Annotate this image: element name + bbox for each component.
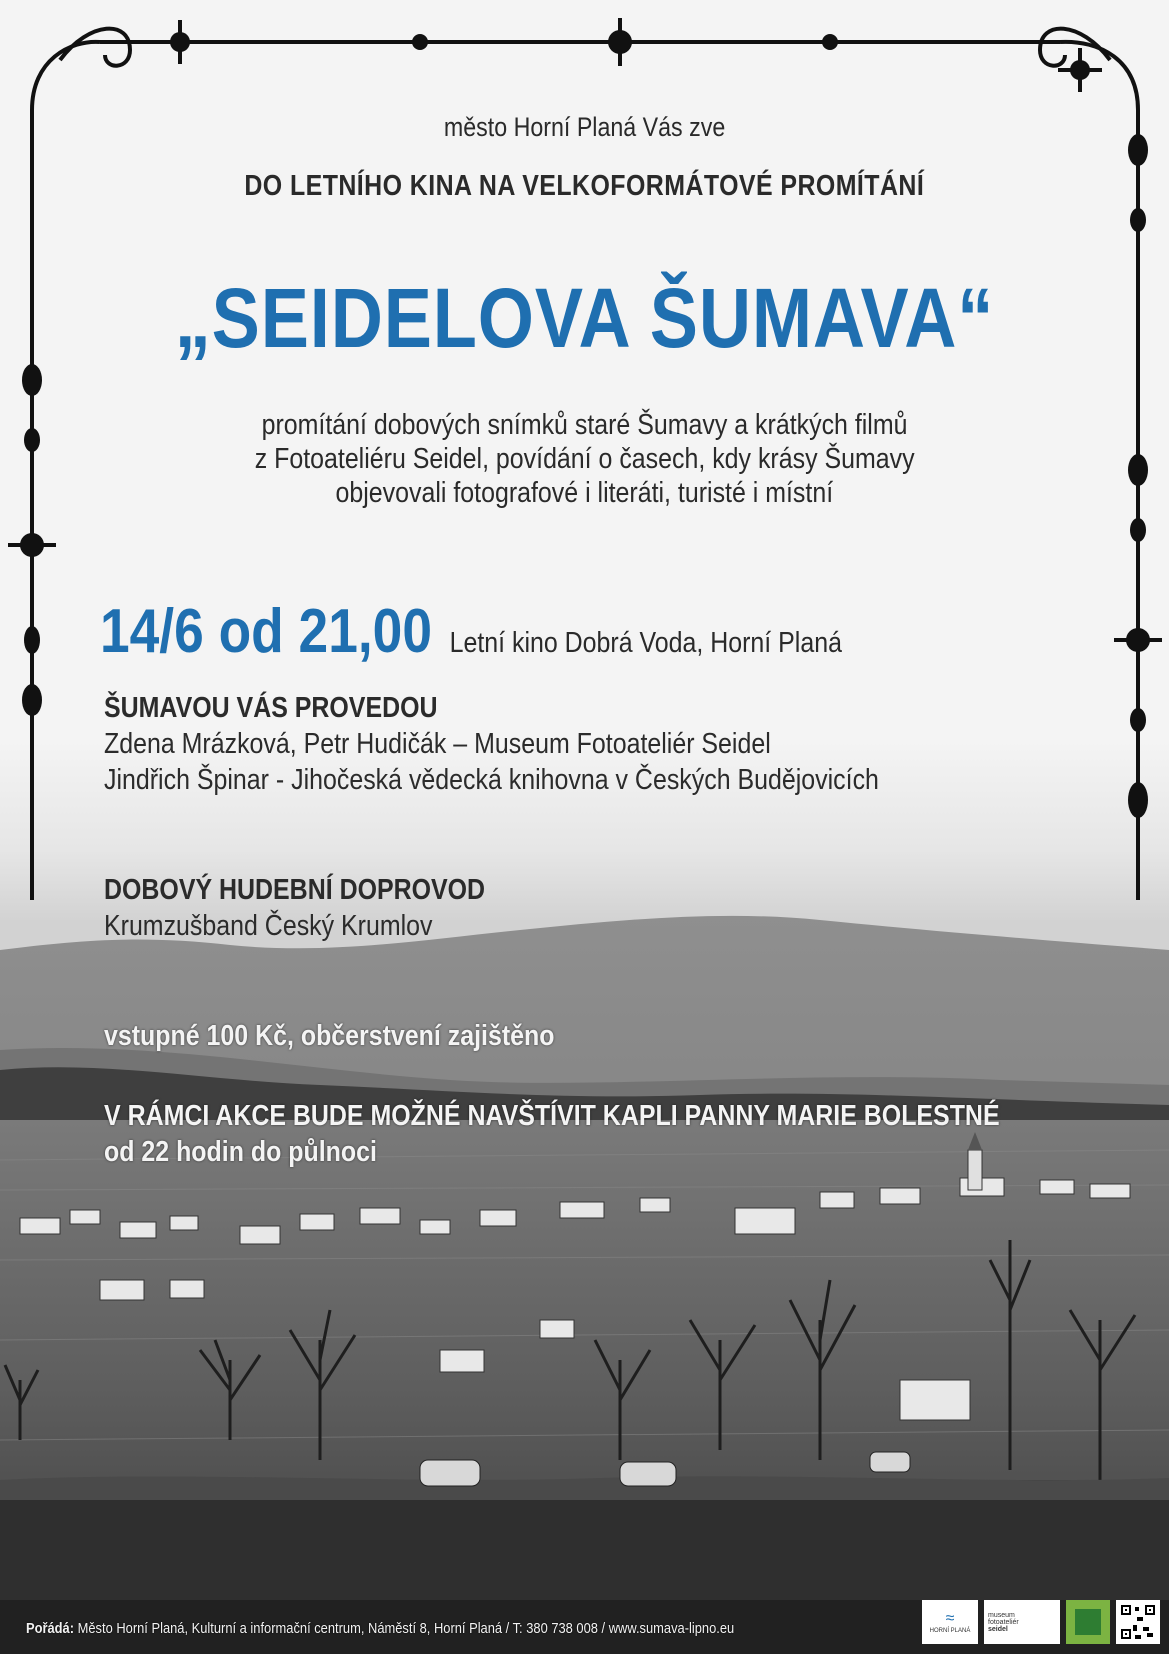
- invite-text: město Horní Planá Vás zve: [443, 112, 726, 142]
- footer: [26, 1620, 849, 1637]
- description-line: promítání dobových snímků staré Šumavy a krátkých filmů: [261, 409, 908, 441]
- event-dateline: [100, 596, 963, 667]
- music-section: [104, 872, 1104, 944]
- description-line: objevovali fotografové i literáti, turisté i místní: [335, 477, 834, 509]
- qr-code-icon: [1116, 1600, 1160, 1644]
- museum-logo: museum fotoateliér seidel: [984, 1600, 1060, 1644]
- footer-text: Město Horní Planá, Kulturní a informační centrum, Náměstí 8, Horní Planá / T: 380 738 008 / www.sumava-lipno.eu: [77, 1620, 735, 1637]
- logos: [922, 1598, 1160, 1646]
- green-logo: [1066, 1600, 1110, 1644]
- chapel-section: [104, 1098, 1104, 1170]
- music-line: Krumzušband Český Krumlov: [104, 910, 433, 942]
- music-heading: DOBOVÝ HUDEBNÍ DOPROVOD: [104, 874, 486, 906]
- guides-section: [104, 690, 1104, 798]
- event-date: 14/6 od 21,00: [100, 597, 432, 666]
- description: [0, 408, 1169, 510]
- description-line: z Fotoateliéru Seidel, povídání o časech, kdy krásy Šumavy: [254, 443, 915, 475]
- admission: vstupné 100 Kč, občerstvení zajištěno: [104, 1020, 555, 1052]
- guides-heading: ŠUMAVOU VÁS PROVEDOU: [104, 692, 438, 724]
- footer-label: Pořádá:: [26, 1620, 75, 1637]
- chapel-line: od 22 hodin do půlnoci: [104, 1136, 377, 1168]
- chapel-line: V RÁMCI AKCE BUDE MOŽNÉ NAVŠTÍVIT KAPLI PANNY MARIE BOLESTNÉ: [104, 1100, 1000, 1132]
- horni-plana-logo: ≈ HORNÍ PLANÁ: [922, 1600, 978, 1644]
- main-title: „SEIDELOVA ŠUMAVA“: [174, 271, 995, 365]
- event-venue: Letní kino Dobrá Voda, Horní Planá: [449, 627, 842, 659]
- guides-line: Zdena Mrázková, Petr Hudičák – Museum Fotoateliér Seidel: [104, 728, 771, 760]
- guides-line: Jindřich Špinar - Jihočeská vědecká knihovna v Českých Budějovicích: [104, 764, 879, 796]
- subtitle: DO LETNÍHO KINA NA VELKOFORMÁTOVÉ PROMÍTÁNÍ: [244, 170, 925, 202]
